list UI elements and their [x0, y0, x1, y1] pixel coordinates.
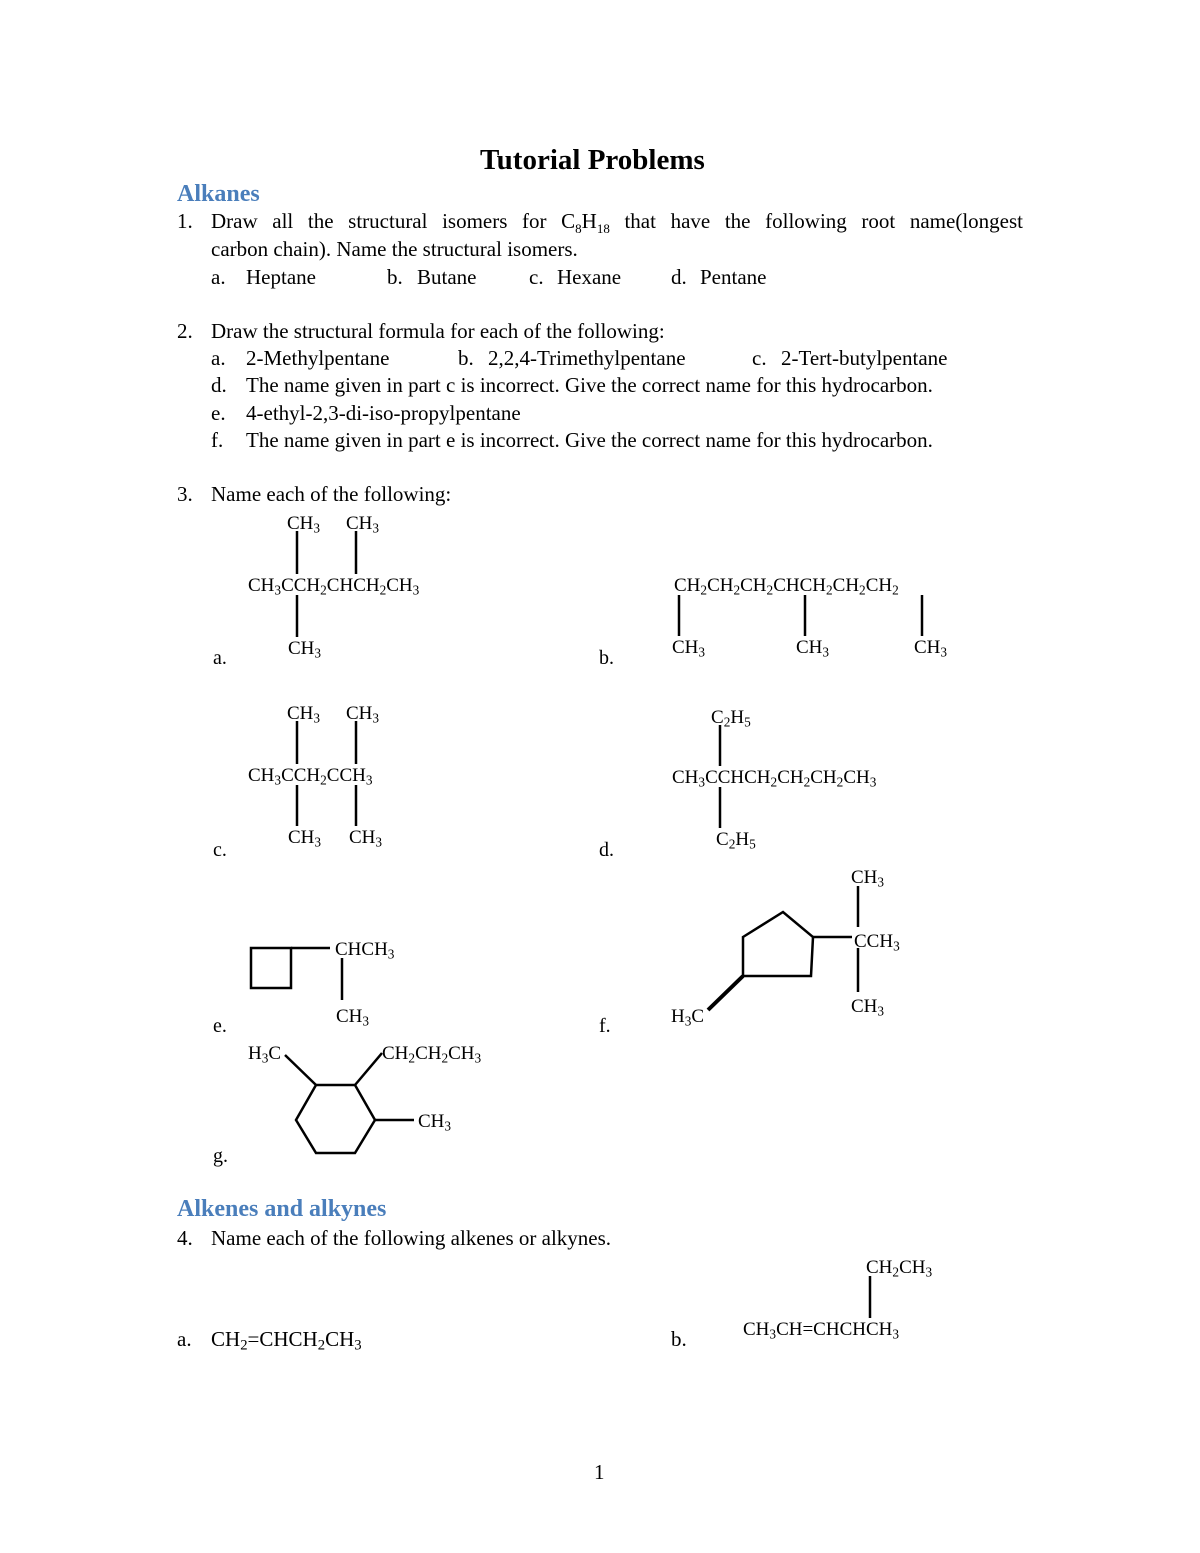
page-number: 1 — [594, 1460, 605, 1484]
struct-b-bottom2: $CH_3$ — [796, 637, 830, 660]
q4-a-label: a. — [177, 1327, 192, 1351]
question-3-number: 3. — [177, 482, 193, 506]
q1-option-c-text: Hexane — [557, 265, 622, 289]
question-1-text: Draw all the structural isomers for $C_8H_{18}$ that have the following root name(longest — [211, 209, 1023, 237]
q2-item-e-text: 4-ethyl-2,3-di-iso-propylpentane — [246, 401, 521, 425]
struct-b-main: $CH_2CH_2CH_2CHCH_2CH_2CH_2$ — [674, 575, 899, 598]
struct-f-bottom: $CH_3$ — [851, 996, 885, 1019]
q2-item-d-text: The name given in part c is incorrect. Give the correct name for this hydrocarbon. — [246, 373, 933, 397]
question-1-text-line2: carbon chain). Name the structural isomers. — [211, 237, 578, 261]
struct-a-bottom: $CH_3$ — [288, 638, 322, 661]
q2-item-b-text: 2,2,4-Trimethylpentane — [488, 346, 686, 370]
struct-c-main: $CH_3CCH_2CCH_3$ — [248, 765, 373, 788]
struct-c-bottom1: $CH_3$ — [288, 827, 322, 850]
q2-item-d-label: d. — [211, 373, 227, 397]
structure-label-b: b. — [599, 647, 614, 669]
struct-e-side: $CHCH_3$ — [335, 939, 395, 962]
struct-f-mid: $CCH_3$ — [854, 931, 900, 954]
struct-d-top: $C_2H_5$ — [711, 707, 751, 730]
bond-g-methyl — [285, 1055, 316, 1085]
structure-label-f: f. — [599, 1015, 611, 1037]
structure-label-c: c. — [213, 839, 227, 861]
structure-label-d: d. — [599, 839, 614, 861]
question-1-number: 1. — [177, 209, 193, 233]
q4-b-top: $CH_2CH_3$ — [866, 1257, 933, 1280]
ring-cyclopentane — [743, 912, 813, 976]
q2-item-c-text: 2-Tert-butylpentane — [781, 346, 948, 370]
q2-item-c-label: c. — [752, 346, 767, 370]
struct-a-top1: $CH_3$ — [287, 513, 321, 536]
section-heading-alkenes: Alkenes and alkynes — [177, 1196, 387, 1222]
page-title: Tutorial Problems — [480, 144, 705, 176]
struct-d-main: $CH_3CCHCH_2CH_2CH_2CH_3$ — [672, 767, 877, 790]
struct-a-main: $CH_3CCH_2CHCH_2CH_3$ — [248, 575, 420, 598]
q4-b-main: $CH_3CH=CHCHCH_3$ — [743, 1319, 900, 1342]
struct-g-topright: $CH_2CH_2CH_3$ — [382, 1043, 482, 1066]
struct-g-topleft: $H_3C$ — [248, 1043, 282, 1066]
q2-item-f-label: f. — [211, 428, 224, 452]
q1-option-a-text: Heptane — [246, 265, 316, 289]
ring-cyclohexane — [296, 1085, 375, 1153]
question-3-text: Name each of the following: — [211, 482, 452, 506]
struct-d-bottom: $C_2H_5$ — [716, 829, 756, 852]
structure-label-e: e. — [213, 1015, 227, 1037]
q1-option-d-label: d. — [671, 265, 687, 289]
q2-item-a-text: 2-Methylpentane — [246, 346, 390, 370]
q2-item-b-label: b. — [458, 346, 474, 370]
bond-g-propyl — [355, 1053, 382, 1085]
struct-c-top1: $CH_3$ — [287, 703, 321, 726]
struct-b-bottom1: $CH_3$ — [672, 637, 706, 660]
q1-option-b-text: Butane — [417, 265, 477, 289]
q4-b-label: b. — [671, 1327, 687, 1351]
structure-label-g: g. — [213, 1145, 228, 1167]
q2-item-a-label: a. — [211, 346, 226, 370]
struct-c-bottom2: $CH_3$ — [349, 827, 383, 850]
struct-f-left: $H_3C$ — [671, 1006, 705, 1029]
struct-b-bottom3: $CH_3$ — [914, 637, 948, 660]
q1-option-b-label: b. — [387, 265, 403, 289]
q4-a-formula: $CH_2=CHCH_2CH_3$ — [211, 1327, 362, 1354]
struct-f-top: $CH_3$ — [851, 867, 885, 890]
question-4-text: Name each of the following alkenes or alkynes. — [211, 1226, 612, 1250]
structure-label-a: a. — [213, 647, 227, 669]
section-heading-alkanes: Alkanes — [177, 181, 260, 207]
question-4-number: 4. — [177, 1226, 193, 1250]
q2-item-f-text: The name given in part e is incorrect. Give the correct name for this hydrocarbon. — [246, 428, 933, 452]
q1-option-d-text: Pentane — [700, 265, 767, 289]
ring-cyclobutane — [251, 948, 291, 988]
question-2-text: Draw the structural formula for each of the following: — [211, 319, 665, 343]
question-2-number: 2. — [177, 319, 193, 343]
struct-e-bottom: $CH_3$ — [336, 1006, 370, 1029]
q1-option-a-label: a. — [211, 265, 226, 289]
struct-a-top2: $CH_3$ — [346, 513, 380, 536]
q1-option-c-label: c. — [529, 265, 544, 289]
q2-item-e-label: e. — [211, 401, 226, 425]
struct-c-top2: $CH_3$ — [346, 703, 380, 726]
bond-f-methyl — [708, 976, 743, 1010]
struct-g-right: $CH_3$ — [418, 1111, 452, 1134]
